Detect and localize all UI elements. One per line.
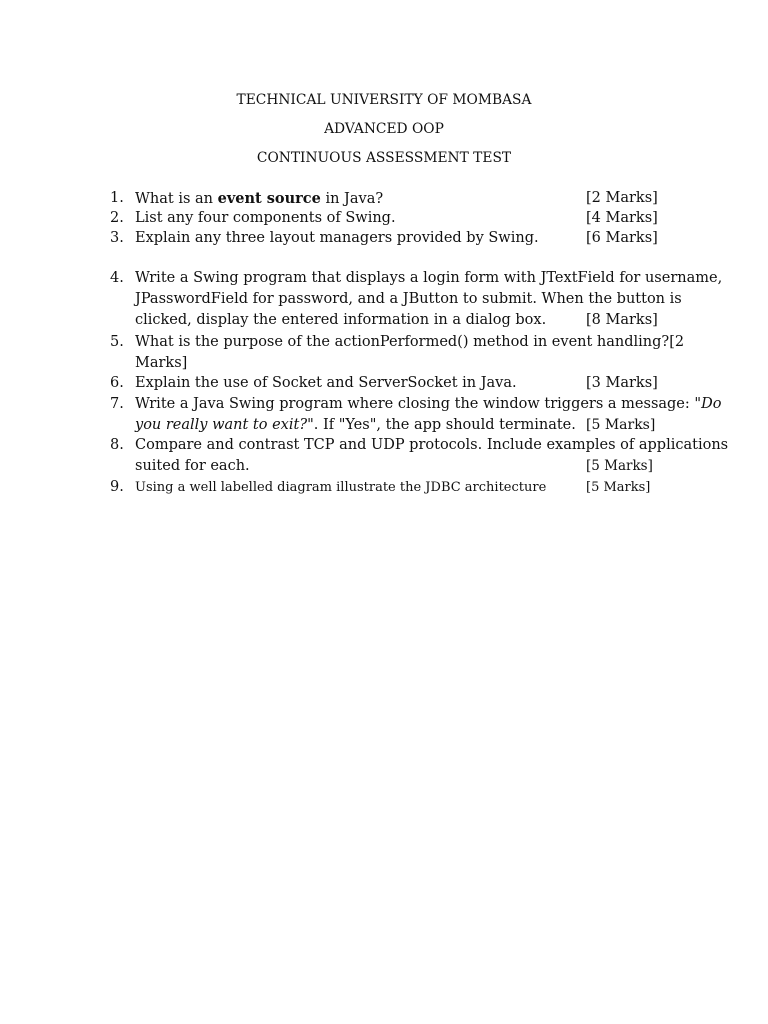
question-text-line-1: What is the purpose of the actionPerformed() method in event handling?[2 [135, 334, 685, 350]
question-text-line-3: clicked, display the entered information in a dialog box. [135, 312, 547, 328]
question-4 [110, 268, 723, 331]
question-number: 4. [110, 270, 124, 286]
question-marks: [5 Marks] [586, 480, 651, 495]
question-marks: [5 Marks] [586, 417, 656, 433]
question-text-line-1: Write a Java Swing program where closing the window triggers a message: "Do [135, 396, 722, 412]
exam-title: CONTINUOUS ASSESSMENT TEST [256, 150, 512, 166]
bold-term: event source [217, 190, 321, 207]
question-5 [110, 332, 700, 374]
question-text: What is an event source in Java? [135, 190, 384, 207]
course-title: ADVANCED OOP [324, 121, 444, 137]
question-9 [110, 477, 700, 498]
question-number: 8. [110, 437, 124, 453]
question-text: List any four components of Swing. [135, 210, 396, 226]
question-text-line-2: suited for each. [135, 458, 250, 474]
question-number: 2. [110, 210, 124, 226]
question-6 [110, 373, 700, 394]
italic-quote: Do [701, 396, 722, 412]
question-number: 9. [110, 479, 124, 495]
university-title: TECHNICAL UNIVERSITY OF MOMBASA [236, 92, 532, 108]
question-text: Explain any three layout managers provided by Swing. [135, 230, 539, 246]
question-marks: [2 Marks] [586, 190, 658, 206]
question-number: 7. [110, 396, 124, 412]
question-text: Explain the use of Socket and ServerSocket in Java. [135, 375, 517, 391]
question-number: 3. [110, 230, 124, 246]
question-marks: [3 Marks] [586, 375, 658, 391]
question-marks: [8 Marks] [586, 312, 658, 328]
question-8 [110, 435, 729, 477]
question-text-line-2: Marks] [135, 355, 188, 371]
question-marks: [5 Marks] [586, 458, 653, 474]
question-number: 6. [110, 375, 124, 391]
question-number: 1. [110, 190, 124, 206]
question-1 [110, 188, 700, 209]
italic-quote: you really want to exit? [135, 417, 308, 433]
question-2 [110, 208, 700, 229]
question-marks: [4 Marks] [586, 210, 658, 226]
question-text-line-1: Write a Swing program that displays a login form with JTextField for username, [135, 270, 723, 286]
question-marks: [6 Marks] [586, 230, 658, 246]
question-number: 5. [110, 334, 124, 350]
question-text-line-2: you really want to exit?". If "Yes", the app should terminate. [135, 417, 576, 433]
question-7 [110, 394, 722, 436]
question-text-line-2: JPasswordField for password, and a JButton to submit. When the button is [135, 291, 682, 307]
question-3 [110, 228, 700, 249]
question-text-line-1: Compare and contrast TCP and UDP protocols. Include examples of applications [135, 437, 729, 453]
question-text: Using a well labelled diagram illustrate the JDBC architecture [135, 480, 547, 495]
